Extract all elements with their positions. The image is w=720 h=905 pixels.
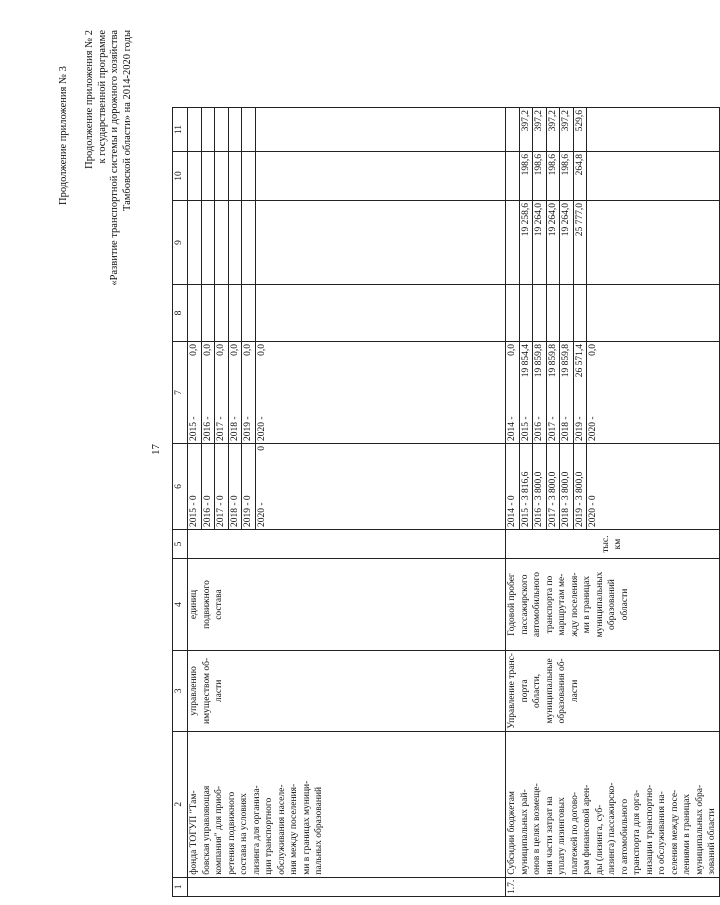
indicator-line: состава bbox=[214, 589, 224, 620]
description-line: зований области bbox=[707, 808, 717, 875]
year-value-entry bbox=[255, 444, 268, 529]
funding-value bbox=[228, 201, 242, 284]
year-label: 2018 - bbox=[561, 416, 571, 442]
unit-cell bbox=[188, 530, 506, 559]
year-value: 0 bbox=[256, 446, 267, 451]
year-value-entry bbox=[215, 444, 229, 529]
executor-line: области, bbox=[532, 673, 542, 708]
indicator-line: единиц bbox=[189, 589, 199, 620]
funding-value bbox=[215, 108, 229, 151]
year-label: 2016 - 3 800,0 bbox=[534, 471, 544, 528]
funding-value bbox=[228, 152, 242, 200]
year-value-entry bbox=[546, 342, 560, 443]
appendix-line: Продолжение приложения № 2 bbox=[84, 30, 95, 169]
description-line: транспорта для орга- bbox=[632, 789, 642, 875]
year-value-entry bbox=[560, 342, 574, 443]
description-line: селения между посе- bbox=[669, 789, 680, 875]
column-number: 4 bbox=[173, 559, 188, 651]
col7-cell bbox=[506, 342, 720, 444]
executor-cell bbox=[506, 651, 720, 732]
year-value-entry bbox=[215, 342, 229, 443]
description-line: лениями в границах bbox=[682, 793, 692, 875]
description-line: бовская управляющая bbox=[201, 785, 212, 875]
funding-value bbox=[188, 201, 201, 284]
col8-cell bbox=[506, 285, 720, 342]
year-value: 19 859,8 bbox=[561, 344, 571, 378]
description-line: ретения подвижного bbox=[226, 791, 237, 875]
description-line: пальных образований bbox=[314, 786, 324, 875]
funding-value bbox=[519, 285, 533, 341]
year-value-entry bbox=[201, 342, 215, 443]
funding-value bbox=[546, 285, 560, 341]
funding-value bbox=[242, 108, 256, 151]
table-row bbox=[188, 108, 506, 897]
year-value-entry bbox=[242, 444, 256, 529]
funding-value bbox=[242, 201, 256, 284]
col9-cell bbox=[188, 201, 506, 285]
description-line: ми в границах муници- bbox=[301, 780, 312, 875]
funding-value bbox=[188, 285, 201, 341]
funding-value bbox=[255, 285, 268, 341]
year-label: 2018 - 0 bbox=[229, 495, 240, 528]
year-value: 19 859,8 bbox=[547, 344, 558, 378]
executor-line: образования об- bbox=[557, 658, 567, 724]
funding-value bbox=[188, 108, 201, 151]
indicator-line: жду поселения- bbox=[569, 572, 580, 637]
year-value: 0,0 bbox=[202, 344, 213, 356]
year-label: 2014 - 0 bbox=[507, 495, 517, 528]
funding-value bbox=[506, 108, 519, 151]
funding-value bbox=[573, 285, 587, 341]
column-number-row bbox=[173, 108, 188, 897]
year-value-entry bbox=[228, 444, 242, 529]
col11-cell bbox=[506, 108, 720, 152]
year-value-entry bbox=[255, 342, 268, 443]
year-label: 2017 - 3 800,0 bbox=[547, 471, 558, 528]
year-value-entry bbox=[587, 444, 600, 529]
year-value-entry bbox=[201, 444, 215, 529]
year-label: 2015 - bbox=[520, 416, 531, 442]
year-value-entry bbox=[188, 444, 201, 529]
funding-value bbox=[201, 201, 215, 284]
funding-value: 19 264,0 bbox=[546, 201, 560, 284]
year-value-entry bbox=[560, 444, 574, 529]
column-number: 11 bbox=[173, 108, 188, 152]
funding-value bbox=[255, 152, 268, 200]
description-line: онов в целях возмеще- bbox=[532, 783, 542, 875]
column-number: 8 bbox=[173, 285, 188, 342]
col8-cell bbox=[188, 285, 506, 342]
executor-line: ласти bbox=[214, 679, 224, 703]
column-number: 5 bbox=[173, 530, 188, 559]
year-label: 2015 - 0 bbox=[189, 495, 199, 528]
year-value-entry bbox=[573, 444, 587, 529]
description-cell bbox=[506, 731, 720, 877]
year-value: 19 859,8 bbox=[534, 344, 544, 378]
col10-cell bbox=[506, 152, 720, 201]
year-value-entry bbox=[573, 342, 587, 443]
appendix-line: к государственной программе bbox=[96, 30, 108, 164]
funding-value: 19 258,6 bbox=[519, 201, 533, 284]
funding-value: 198,6 bbox=[560, 152, 574, 200]
funding-value: 19 264,0 bbox=[560, 201, 574, 284]
row-number bbox=[188, 877, 506, 896]
funding-value bbox=[587, 201, 600, 284]
appendix-line: Тамбовской области» на 2014-2020 годы bbox=[121, 30, 133, 212]
funding-value: 397,2 bbox=[546, 108, 560, 151]
funding-value bbox=[560, 285, 574, 341]
funding-value bbox=[215, 201, 229, 284]
row-number: 1.7. bbox=[506, 877, 720, 896]
executor-line: ласти bbox=[569, 679, 580, 703]
description-line: ния между поселения- bbox=[289, 783, 299, 875]
unit-cell: тыс. км bbox=[506, 530, 720, 559]
year-value-entry bbox=[506, 444, 519, 529]
column-number: 2 bbox=[173, 731, 188, 877]
year-value: 0,0 bbox=[243, 344, 253, 356]
executor-line: Управление транс- bbox=[507, 653, 517, 729]
col9-cell bbox=[506, 201, 720, 285]
description-line: го автомобильного bbox=[619, 798, 630, 875]
year-label: 2020 - bbox=[588, 416, 598, 442]
year-label: 2020 - bbox=[256, 416, 267, 442]
col10-cell bbox=[188, 152, 506, 201]
column-number: 6 bbox=[173, 444, 188, 530]
funding-value bbox=[201, 285, 215, 341]
indicator-line: ми в границах bbox=[582, 575, 592, 634]
column-number: 7 bbox=[173, 342, 188, 444]
funding-value bbox=[506, 201, 519, 284]
executor-line: порта bbox=[519, 679, 530, 703]
description-line: лизинга) пассажирско- bbox=[607, 782, 617, 875]
description-line: ния части затрат на bbox=[544, 796, 555, 875]
year-value: 26 571,4 bbox=[574, 344, 585, 378]
column-number: 1 bbox=[173, 877, 188, 896]
column-number: 10 bbox=[173, 152, 188, 201]
col7-cell bbox=[188, 342, 506, 444]
funding-value bbox=[255, 201, 268, 284]
year-value-entry bbox=[519, 342, 533, 443]
description-line: муниципальных обра- bbox=[694, 784, 705, 875]
description-line: низации транспортно- bbox=[644, 784, 655, 875]
funding-value bbox=[533, 285, 547, 341]
funding-value bbox=[587, 152, 600, 200]
indicator-cell bbox=[188, 559, 506, 651]
year-label: 2016 - bbox=[202, 416, 213, 442]
year-label: 2017 - bbox=[216, 416, 226, 442]
year-label: 2016 - 0 bbox=[202, 495, 213, 528]
description-line: платежей по догово- bbox=[569, 791, 580, 875]
indicator-line: транспорта по bbox=[544, 575, 555, 634]
col6-cell bbox=[506, 444, 720, 530]
year-value-entry bbox=[188, 342, 201, 443]
year-value: 0,0 bbox=[216, 344, 226, 356]
year-label: 2020 - 0 bbox=[588, 495, 598, 528]
year-value-entry bbox=[533, 342, 547, 443]
indicator-line: автомобильного bbox=[532, 572, 542, 638]
appendix-line: «Развитие транспортной системы и дорожного хозяйства bbox=[109, 30, 120, 286]
funding-value: 198,6 bbox=[533, 152, 547, 200]
year-label: 2020 - bbox=[256, 502, 267, 528]
indicator-line: муниципальных bbox=[594, 571, 605, 638]
funding-value bbox=[215, 152, 229, 200]
funding-value bbox=[188, 152, 201, 200]
indicator-line: маршрутам ме- bbox=[557, 573, 567, 636]
col6-cell bbox=[188, 444, 506, 530]
funding-value bbox=[587, 108, 600, 151]
funding-value: 198,6 bbox=[546, 152, 560, 200]
continuation-title: Продолжение приложения № 3 bbox=[58, 66, 69, 205]
year-label: 2019 - 0 bbox=[243, 495, 253, 528]
program-measures-table bbox=[172, 107, 720, 897]
funding-value bbox=[242, 285, 256, 341]
funding-value bbox=[215, 285, 229, 341]
funding-value: 397,2 bbox=[533, 108, 547, 151]
funding-value: 25 777,0 bbox=[573, 201, 587, 284]
indicator-line: Годовой пробег bbox=[507, 573, 517, 636]
funding-value bbox=[201, 108, 215, 151]
year-label: 2018 - 3 800,0 bbox=[561, 471, 571, 528]
funding-value: 397,2 bbox=[519, 108, 533, 151]
indicator-line: пассажирского bbox=[519, 574, 530, 635]
description-line: Субсидии бюджетам bbox=[507, 791, 517, 875]
description-line: обслуживания населе- bbox=[276, 784, 287, 875]
funding-value bbox=[506, 285, 519, 341]
description-line: лизинга для организа- bbox=[251, 785, 262, 875]
year-label: 2019 - bbox=[243, 416, 253, 442]
year-value-entry bbox=[587, 342, 600, 443]
funding-value bbox=[255, 108, 268, 151]
funding-value: 529,6 bbox=[573, 108, 587, 151]
description-line: рам финансовой арен- bbox=[582, 784, 592, 875]
year-label: 2018 - bbox=[229, 416, 240, 442]
description-line: фонда ТОГУП "Там- bbox=[189, 790, 199, 875]
description-line: уплату лизинговых bbox=[557, 797, 567, 875]
executor-line: управлению bbox=[189, 666, 199, 716]
year-value: 0,0 bbox=[229, 344, 240, 356]
funding-value: 19 264,0 bbox=[533, 201, 547, 284]
funding-value bbox=[228, 285, 242, 341]
year-value: 0,0 bbox=[189, 344, 199, 356]
year-label: 2019 - bbox=[574, 416, 585, 442]
description-line: ции транспортного bbox=[264, 797, 274, 875]
year-value: 0,0 bbox=[507, 344, 517, 356]
executor-line: муниципальные bbox=[544, 658, 555, 724]
funding-value: 397,2 bbox=[560, 108, 574, 151]
executor-line: имуществом об- bbox=[201, 657, 212, 724]
description-line: компания" для приоб- bbox=[214, 785, 224, 875]
year-value-entry bbox=[519, 444, 533, 529]
indicator-line: области bbox=[619, 588, 630, 621]
year-value-entry bbox=[506, 342, 519, 443]
column-number: 9 bbox=[173, 201, 188, 285]
year-value-entry bbox=[228, 342, 242, 443]
description-line: ды (лизинга, суб- bbox=[594, 804, 605, 875]
description-line: состава на условиях bbox=[239, 793, 249, 875]
funding-value bbox=[587, 285, 600, 341]
year-label: 2019 - 3 800,0 bbox=[574, 471, 585, 528]
table-row bbox=[506, 108, 720, 897]
year-label: 2017 - 0 bbox=[216, 495, 226, 528]
description-line: муниципальных рай- bbox=[519, 789, 530, 875]
funding-value bbox=[228, 108, 242, 151]
indicator-line: подвижного bbox=[201, 580, 212, 629]
year-value: 19 854,4 bbox=[520, 344, 531, 378]
indicator-cell bbox=[506, 559, 720, 651]
indicator-line: образований bbox=[607, 579, 617, 630]
year-value-entry bbox=[546, 444, 560, 529]
description-line: го обслуживания на- bbox=[657, 791, 667, 875]
funding-value bbox=[506, 152, 519, 200]
year-label: 2015 - bbox=[189, 416, 199, 442]
page-number: 17 bbox=[150, 444, 162, 455]
description-cell bbox=[188, 731, 506, 877]
funding-value bbox=[242, 152, 256, 200]
funding-value: 264,8 bbox=[573, 152, 587, 200]
executor-cell bbox=[188, 651, 506, 732]
funding-value: 198,6 bbox=[519, 152, 533, 200]
year-value-entry bbox=[533, 444, 547, 529]
funding-value bbox=[201, 152, 215, 200]
year-value-entry bbox=[242, 342, 256, 443]
year-label: 2016 - bbox=[534, 416, 544, 442]
year-label: 2015 - 3 816,6 bbox=[520, 471, 531, 528]
year-value: 0,0 bbox=[256, 344, 267, 356]
year-label: 2017 - bbox=[547, 416, 558, 442]
column-number: 3 bbox=[173, 651, 188, 732]
year-value: 0,0 bbox=[588, 344, 598, 356]
year-label: 2014 - bbox=[507, 416, 517, 442]
appendix-reference bbox=[84, 30, 134, 450]
col11-cell bbox=[188, 108, 506, 152]
